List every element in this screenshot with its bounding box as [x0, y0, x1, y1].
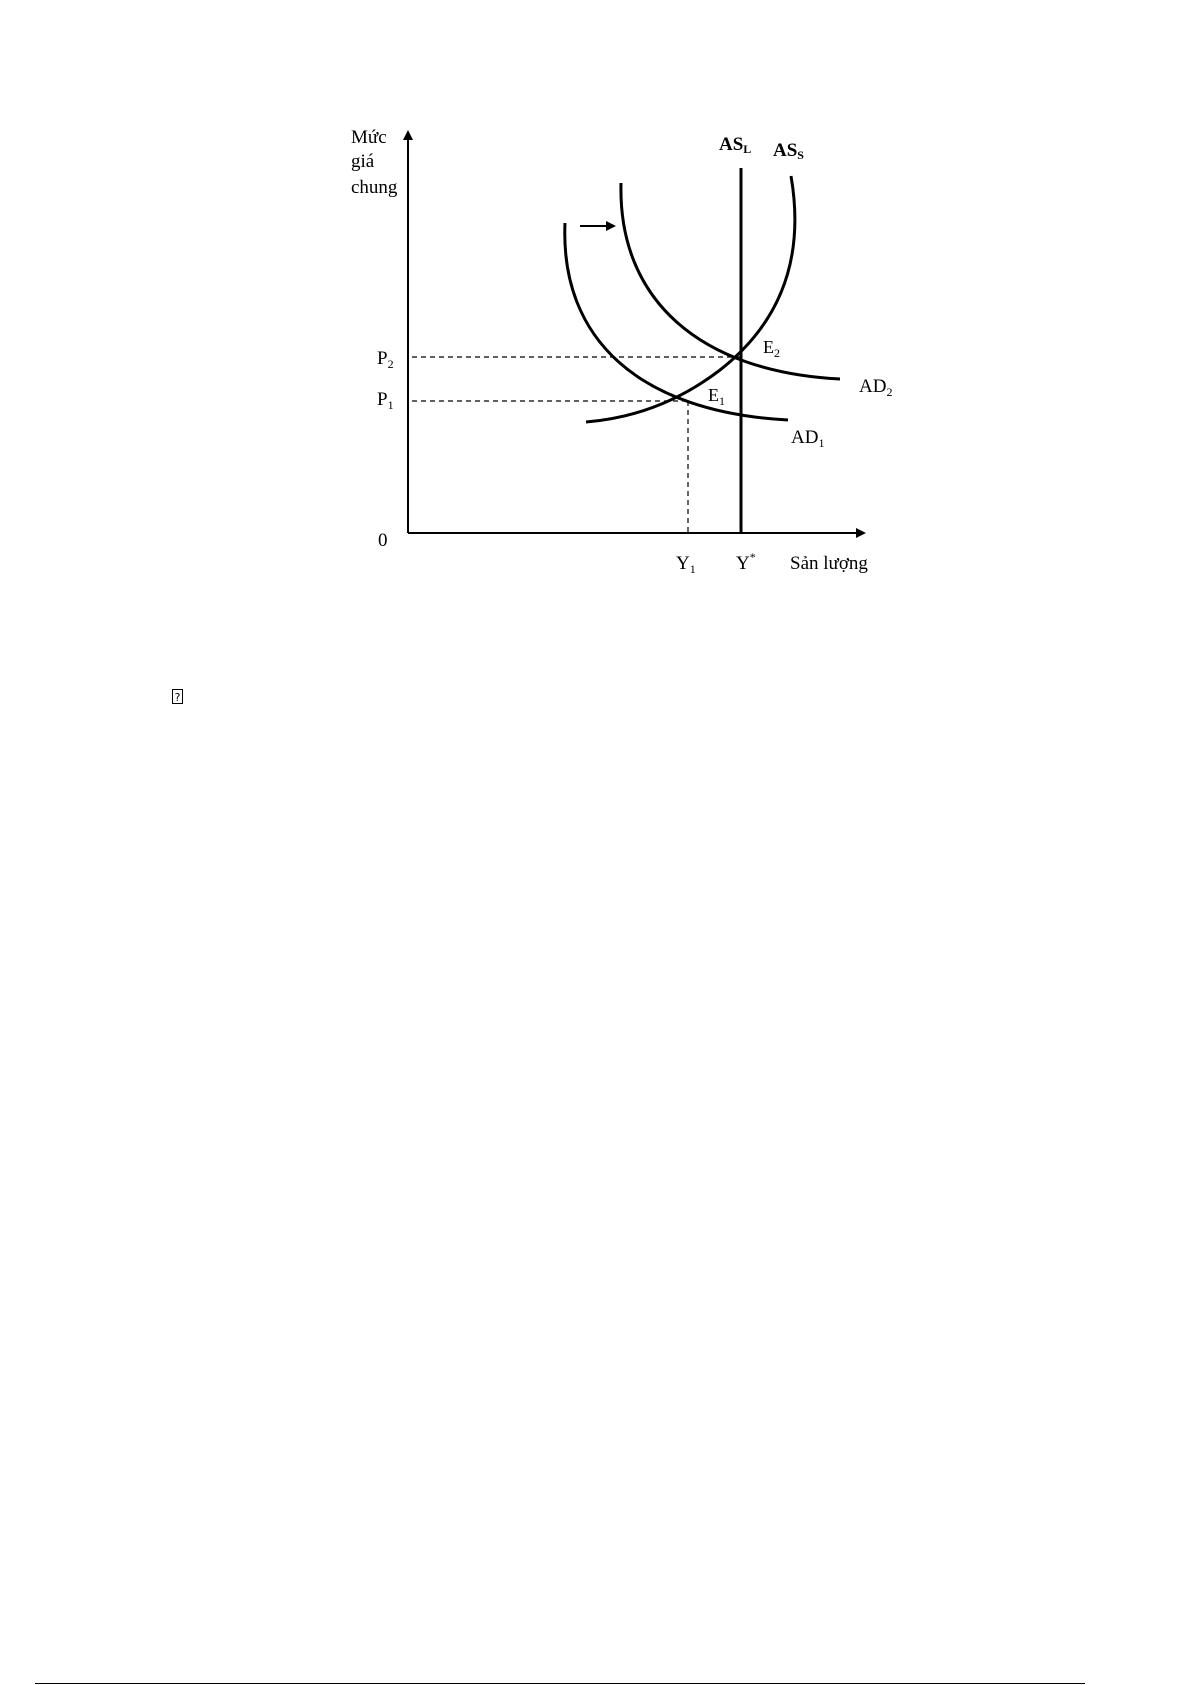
e2-label: $E_2$	[763, 337, 780, 360]
as-long-run-label: ASL	[719, 134, 752, 156]
p1-label: $P_1$	[377, 389, 394, 412]
ad2-curve	[621, 183, 840, 379]
as-short-run-curve	[586, 176, 795, 422]
origin-label: 0	[378, 530, 388, 551]
y-axis-label-line-2: giá	[351, 151, 375, 172]
as-short-run-label: ASS	[773, 140, 804, 162]
y-axis-label-line-1: Mức	[351, 127, 387, 148]
y-axis-label-line-3: chung	[351, 177, 398, 198]
ad2-label: $AD_2$	[859, 376, 893, 399]
e1-label: $E_1$	[708, 385, 725, 408]
ad1-label: $AD_1$	[791, 427, 825, 450]
x-axis-label: Sản lượng	[790, 553, 868, 574]
missing-glyph-box: ?	[172, 689, 183, 704]
y1-label: $Y_1$	[676, 553, 696, 576]
y-star-label: Y*	[736, 550, 756, 574]
footer-rule	[35, 1683, 1085, 1684]
p2-label: $P_2$	[377, 348, 394, 371]
